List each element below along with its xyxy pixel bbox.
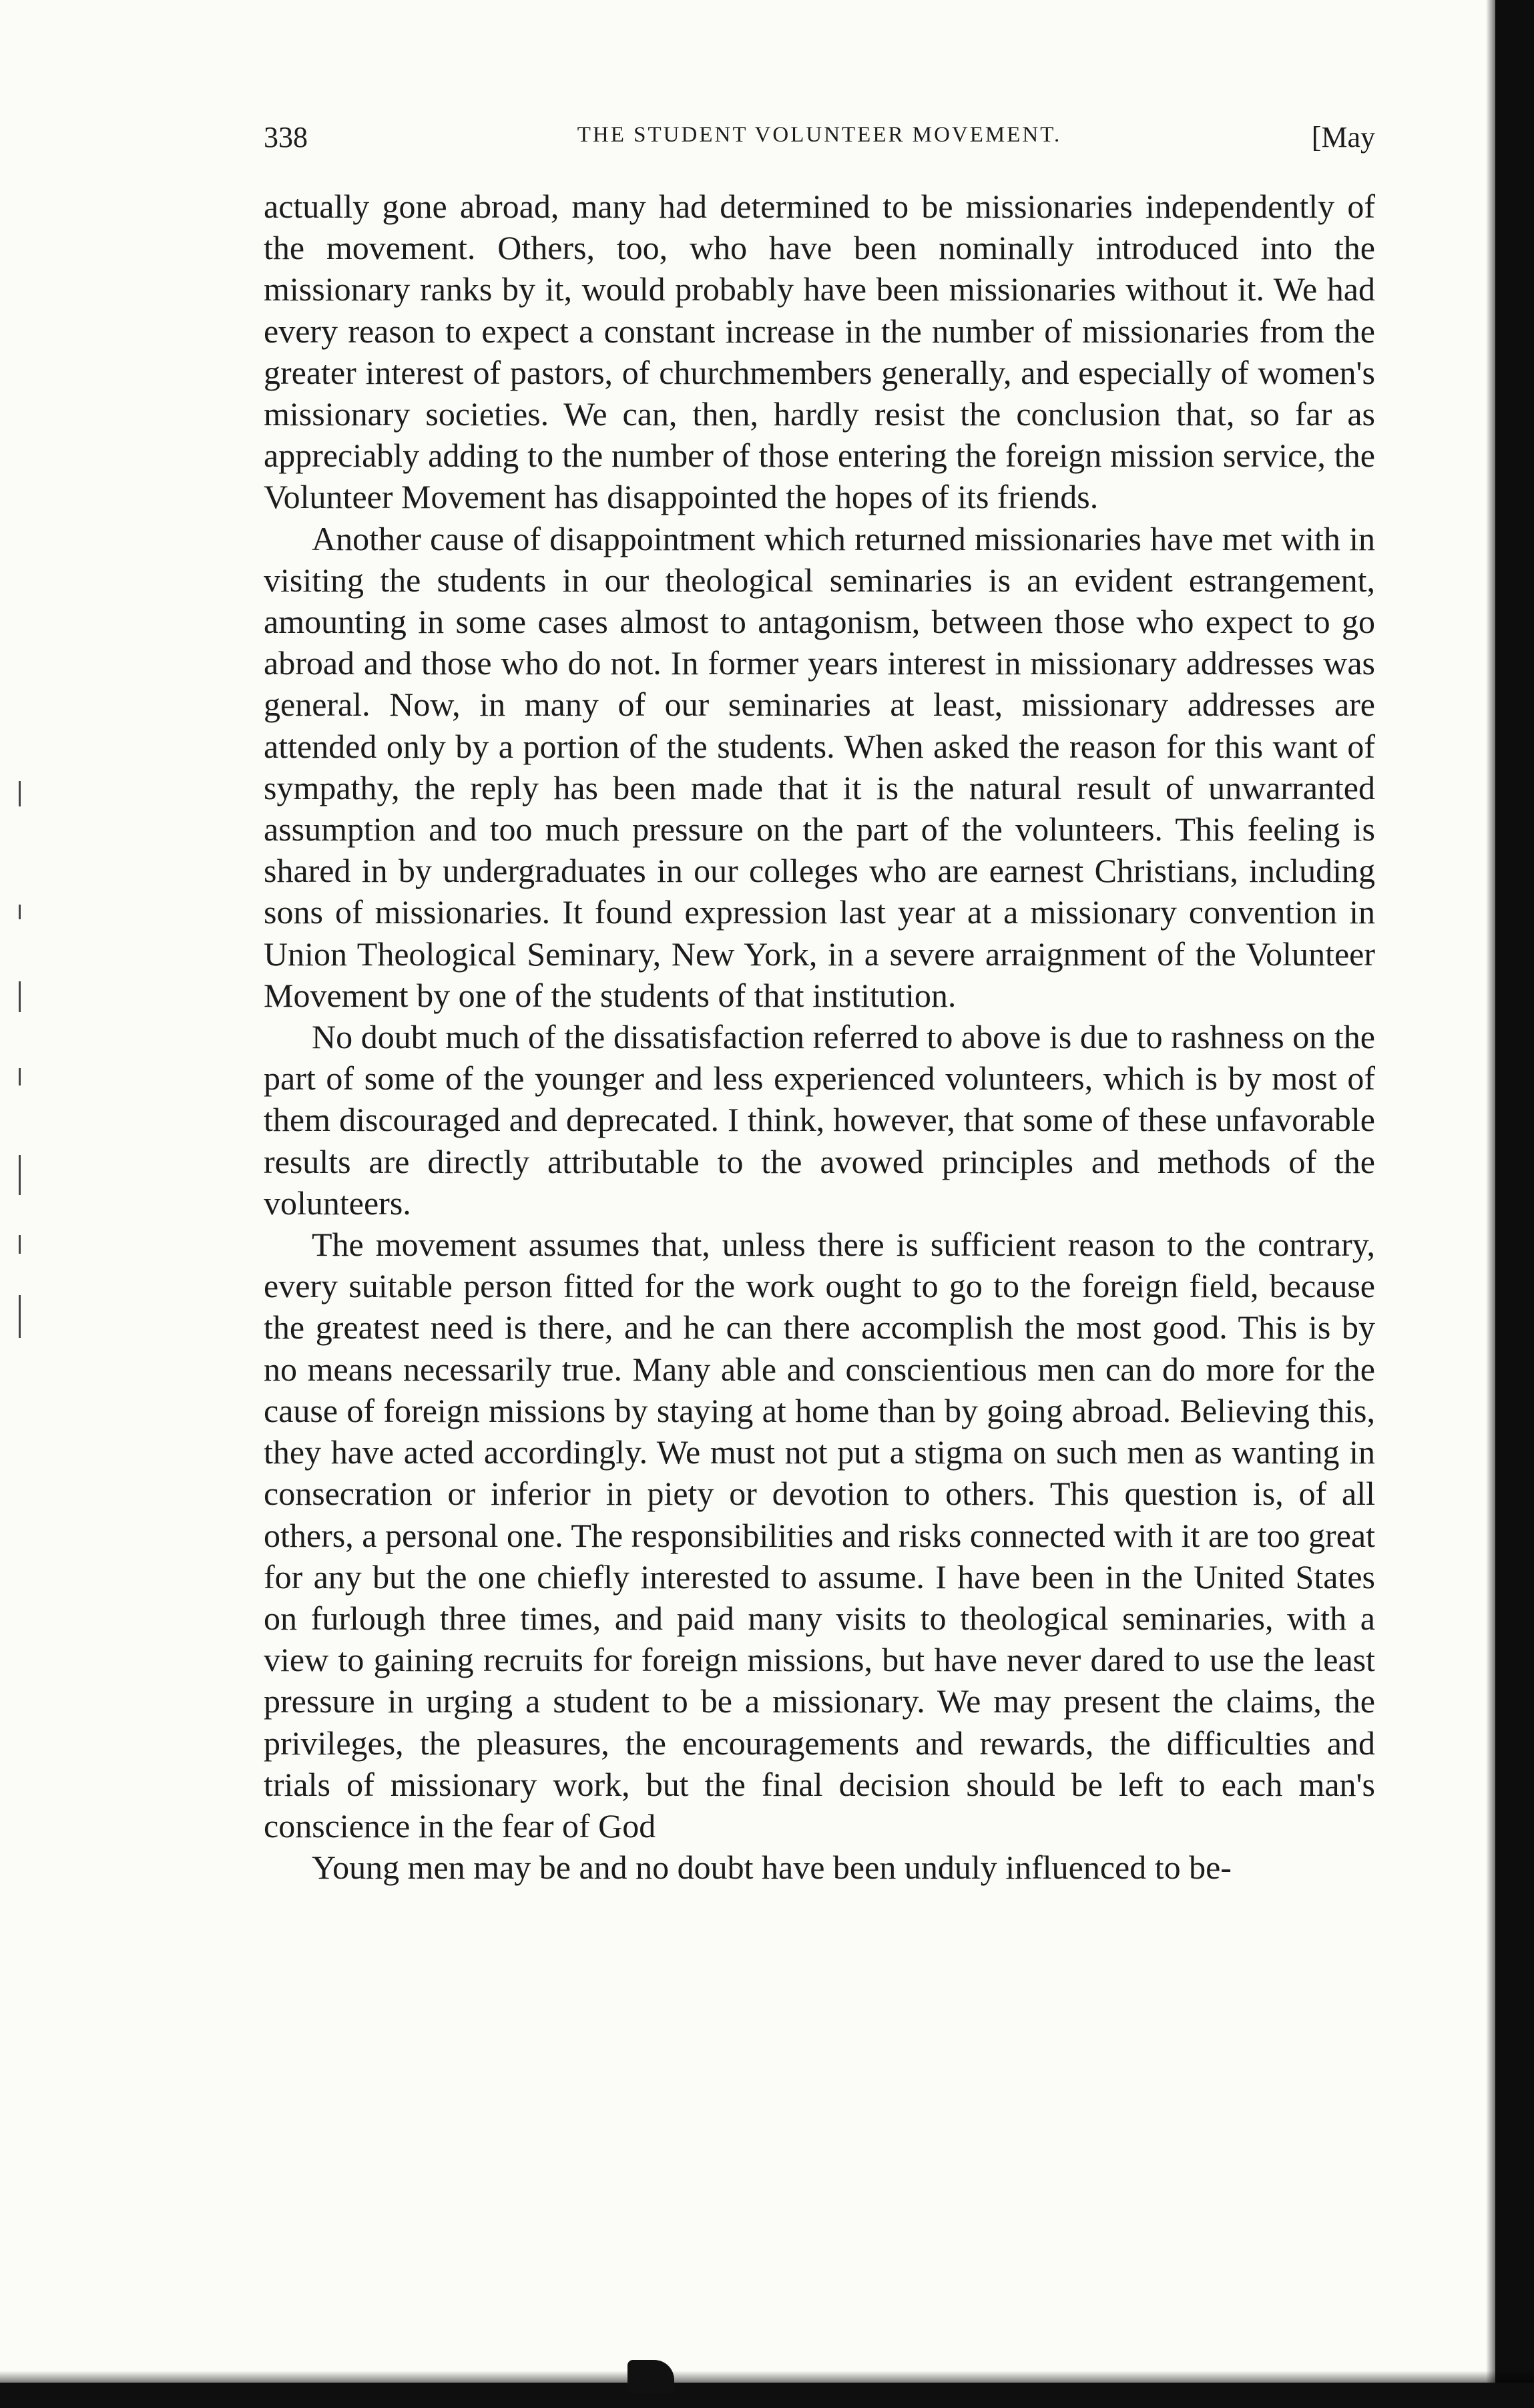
issue-month: [May: [1311, 121, 1375, 154]
paragraph: Another cause of disappointment which returned missionaries have met with in visiting the students in our theological seminaries is an evident estrangement, amounting in some cases almost to antagonism, between those who expect to go abroad and those who do not. In former years interest in missionary addresses was general. Now, in many of our seminaries at least, missionary addresses are attended only by a portion of the students. When asked the reason for this want of sympathy, the reply has been made that it is the natural result of unwarranted assumption and too much pressure on the part of the volunteers. This feeling is shared in by undergraduates in our colleges who are earnest Christians, including sons of missionaries. It found expression last year at a missionary convention in Union Theological Seminary, New York, in a severe arraignment of the Volunteer Movement by one of the students of that institution.: [264, 519, 1375, 1014]
margin-specks: [19, 781, 25, 1349]
scan-edge-shadow-bottom: [0, 2371, 1534, 2383]
scan-edge-bottom: [0, 2383, 1534, 2408]
paragraph: No doubt much of the dissatisfaction referred to above is due to rashness on the part of some of the younger and less experienced volunteers, which is by most of them discouraged and deprecated. I think, however, that some of these unfavorable results are directly attributable to the avowed principles and methods of the volunteers.: [264, 1018, 1375, 1222]
page-number: 338: [264, 121, 308, 154]
running-header: [264, 113, 1375, 154]
paragraph: The movement assumes that, unless there is sufficient reason to the contrary, every suitable person fitted for the work ought to go to the foreign field, because the greatest need is there, and he can there accomplish the most good. This is by no means necessarily true. Many able and conscientious men can do more for the cause of foreign missions by staying at home than by going abroad. Believing this, they have acted accordingly. We must not put a stigma on such men as wanting in consecration or inferior in piety or devotion to others. This question is, of all others, a personal one. The responsibilities and risks connected with it are too great for any but the one chiefly interested to assume. I have been in the United States on furlough three times, and paid many visits to theological seminaries, with a view to gaining recruits for foreign missions, but have never dared to use the least pressure in urging a student to be a missionary. We may present the claims, the privileges, the pleasures, the encouragements and rewards, the difficulties and trials of missionary work, but the final decision should be left to each man's conscience in the fear of God: [264, 1226, 1375, 1845]
running-title: THE STUDENT VOLUNTEER MOVEMENT.: [577, 123, 1062, 147]
scan-edge-right: [1495, 0, 1534, 2408]
article-body: [264, 186, 1375, 1888]
scan-edge-notch: [627, 2360, 674, 2393]
scan-edge-shadow-right: [1486, 0, 1495, 2408]
paragraph-final-line: Young men may be and no doubt have been unduly influenced to be-: [312, 1849, 1232, 1887]
paragraph-continued: actually gone abroad, many had determined to be missionaries independently of the movement. Others, too, who have been nominally introduced into the missionary ranks by it, would probably have been missionaries without it. We had every reason to expect a constant increase in the number of missionaries from the greater interest of pastors, of churchmembers generally, and especially of women's missionary societies. We can, then, hardly resist the conclusion that, so far as appreciably adding to the number of those entering the foreign mission service, the Volunteer Movement has disappointed the hopes of its friends.: [264, 188, 1375, 516]
